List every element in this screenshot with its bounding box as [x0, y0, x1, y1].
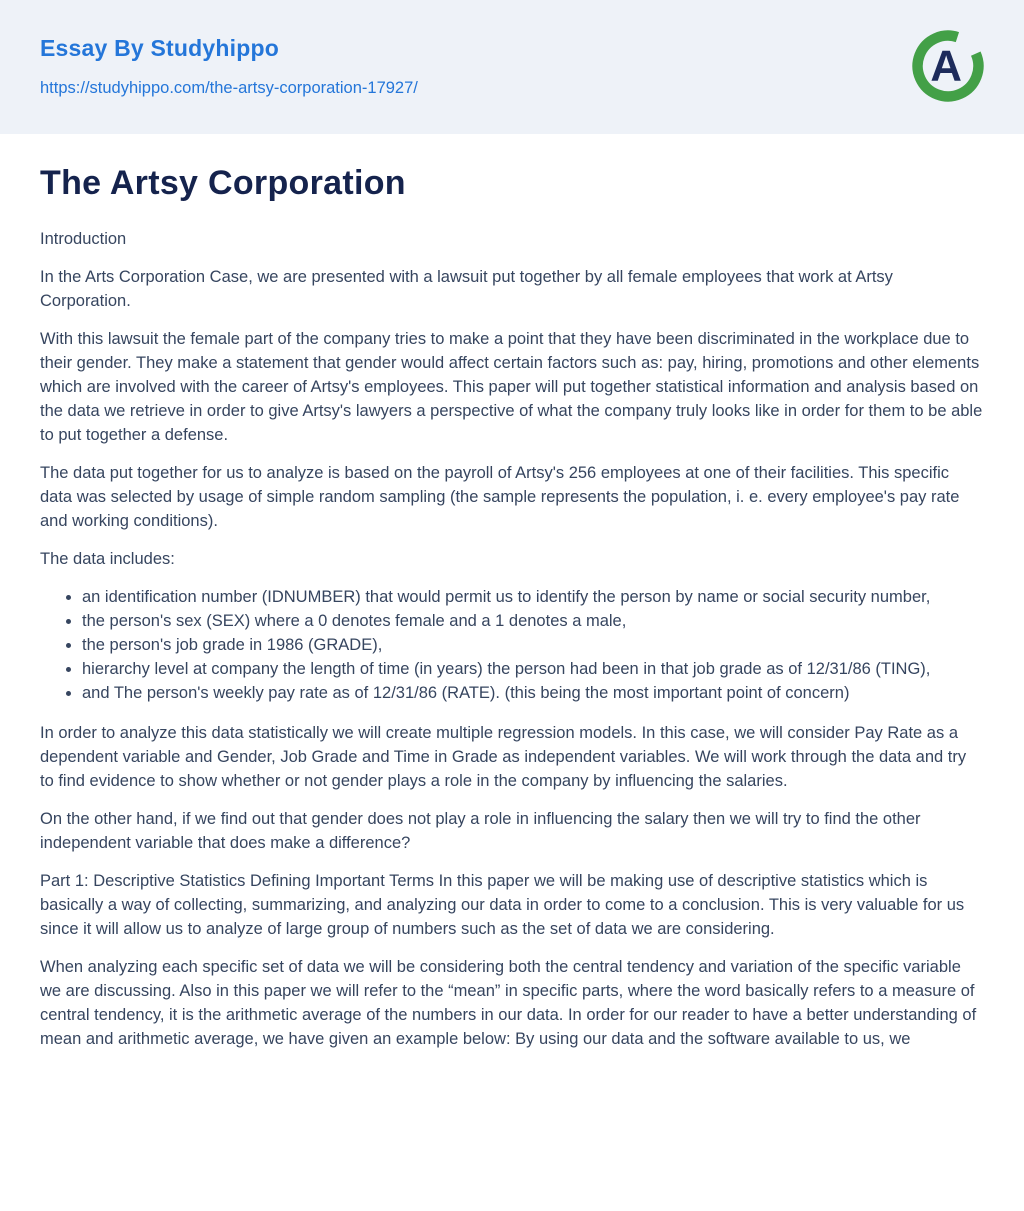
paragraph: The data put together for us to analyze is based on the payroll of Artsy's 256 employees at one of their facilities. This specific data was selected by usage of simple random sampling (the sample represents the population, i. e. every employee's pay rate and working conditions). — [40, 464, 960, 530]
studyhippo-logo — [910, 28, 986, 104]
paragraph: Part 1: Descriptive Statistics Defining Important Terms In this paper we will be making use of descriptive statistics which is basically a way of collecting, summarizing, and analyzing our data in order to come to a conclusion. This is very valuable for us since it will allow us to analyze of large group of numbers such as the set of data we are considering. — [40, 872, 965, 938]
paragraph: When analyzing each specific set of data we will be considering both the central tendency and variation of the specific variable we are discussing. Also in this paper we will refer to the “mean” in specific parts, where the word basically refers to a measure of central tendency, it is the arithmetic average of the numbers in our data. In order for our reader to have a better understanding of mean and arithmetic average, we have given an example below: By using our data and the software available to us, we — [40, 958, 977, 1048]
source-url-link[interactable]: https://studyhippo.com/the-artsy-corporation-17927/ — [40, 78, 418, 97]
essay-title: The Artsy Corporation — [40, 164, 406, 202]
paragraph: In the Arts Corporation Case, we are presented with a lawsuit put together by all female employees that work at Artsy Corporation. — [40, 268, 893, 310]
list-item: • an identification number (IDNUMBER) that would permit us to identify the person by name or social security number, — [82, 585, 984, 609]
logo-a-icon — [910, 28, 986, 104]
intro-label: Introduction — [40, 230, 127, 248]
paragraph: In order to analyze this data statistically we will create multiple regression models. In this case, we will consider Pay Rate as a dependent variable and Gender, Job Grade and Time in Grade as independent variables. We will work through the data and try to find evidence to show whether or not gender plays a role in the company by influencing the salaries. — [40, 724, 967, 790]
data-fields-list — [40, 585, 984, 705]
paragraph: On the other hand, if we find out that gender does not play a role in influencing the salary then we will try to find the other independent variable that does make a difference? — [40, 810, 921, 852]
essay-content — [0, 134, 1024, 1125]
list-item: • hierarchy level at company the length of time (in years) the person had been in that job grade as of 12/31/86 (TING), — [82, 657, 984, 681]
list-item: • the person's job grade in 1986 (GRADE), — [82, 633, 984, 657]
header-text-block — [40, 35, 418, 98]
logo-letter: A — [930, 41, 962, 91]
list-item: • the person's sex (SEX) where a 0 denotes female and a 1 denotes a male, — [82, 609, 984, 633]
paragraph: With this lawsuit the female part of the company tries to make a point that they have been discriminated in the workplace due to their gender. They make a statement that gender would affect certain factors such as: pay, hiring, promotions and other elements which are involved with the career of Artsy's employees. This paper will put together statistical information and analysis based on the data we retrieve in order to give Artsy's lawyers a perspective of what the company truly looks like in order for them to be able to put together a defense. — [40, 330, 983, 444]
paragraph: The data includes: — [40, 550, 175, 568]
page-header — [0, 0, 1024, 134]
byline: Essay By Studyhippo — [40, 34, 279, 61]
list-item: • and The person's weekly pay rate as of 12/31/86 (RATE). (this being the most important point of concern) — [82, 681, 984, 705]
